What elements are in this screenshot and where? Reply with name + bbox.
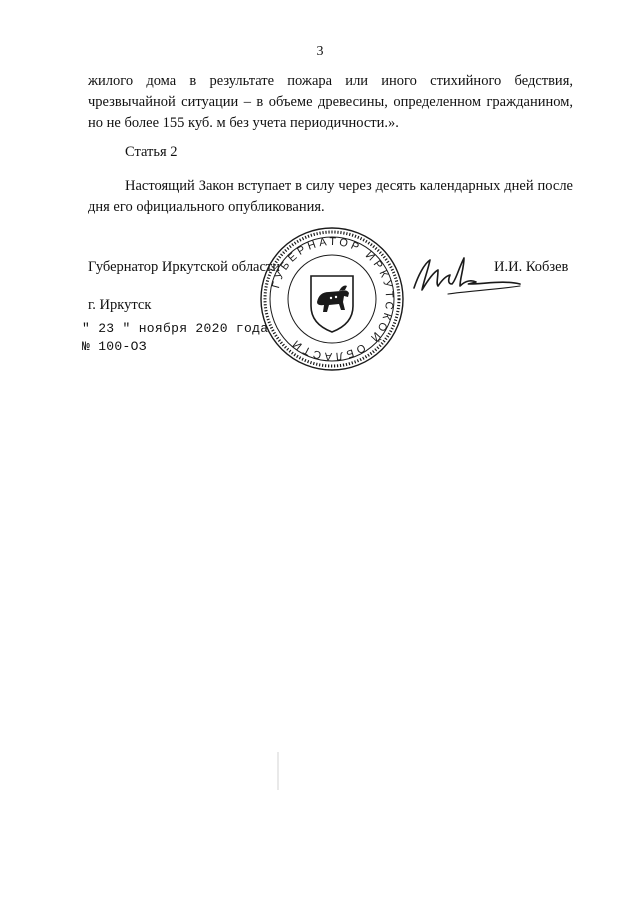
law-date: " 23 " ноября 2020 года (82, 321, 269, 336)
page-number: 3 (316, 44, 324, 59)
article-heading: Статья 2 (125, 144, 178, 160)
law-number: № 100-ОЗ (82, 339, 147, 354)
scan-artifact-mark (277, 752, 279, 790)
babr-emblem-icon (317, 286, 349, 312)
signatory-name: И.И. Кобзев (494, 259, 569, 275)
official-seal-stamp (259, 226, 405, 372)
seal-legend: ГУБЕРНАТОР ИРКУТСКОЙ ОБЛАСТИ (270, 235, 396, 363)
paragraph-effective-date: Настоящий Закон вступает в силу через десять календарных дней после дня его официального опубликования. (88, 178, 573, 215)
city: г. Иркутск (88, 297, 152, 313)
signatory-position: Губернатор Иркутской области (88, 259, 281, 275)
paragraph-continuation: жилого дома в результате пожара или иного стихийного бедствия, чрезвычайной ситуации – в объеме древесины, определенном гражданином, но не более 155 куб. м без учета периодичности.». (88, 73, 573, 131)
